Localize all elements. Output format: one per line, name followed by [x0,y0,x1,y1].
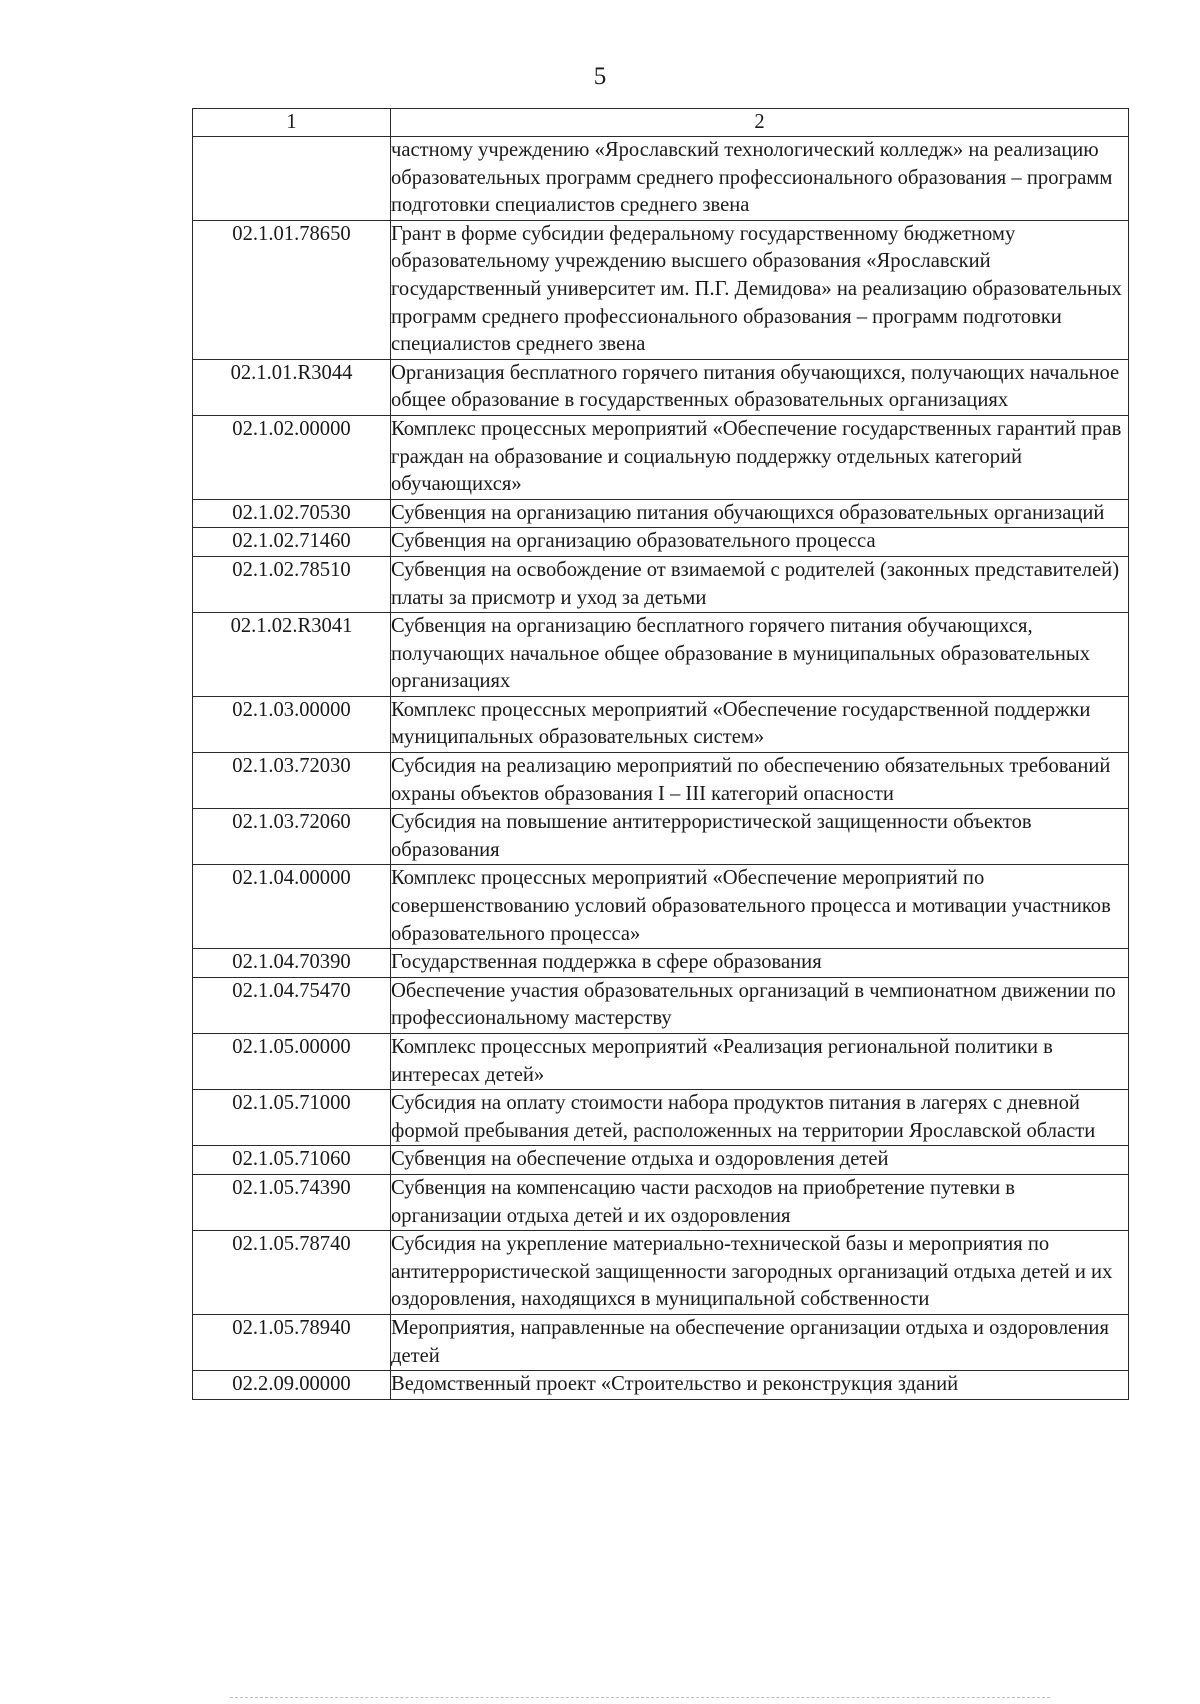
table-header-row [193,109,1129,137]
row-description: Комплекс процессных мероприятий «Обеспечение мероприятий по совершенствованию условий образовательного процесса и мотивации участников образовательного процесса» [391,865,1129,949]
row-description: Государственная поддержка в сфере образования [391,949,1129,978]
row-description: Обеспечение участия образовательных организаций в чемпионатном движении по профессиональному мастерству [391,977,1129,1033]
row-code: 02.1.05.74390 [193,1174,391,1230]
row-code: 02.1.02.71460 [193,528,391,557]
table-row [193,220,1129,359]
row-description: Ведомственный проект «Строительство и реконструкция зданий [391,1371,1129,1400]
row-code: 02.1.04.70390 [193,949,391,978]
table-row [193,137,1129,221]
table-row [193,753,1129,809]
row-description: Субсидия на укрепление материально-технической базы и мероприятия по антитеррористической защищенности загородных организаций отдыха детей и их оздоровления, находящихся в муниципальной собственности [391,1231,1129,1315]
row-code: 02.1.03.72060 [193,809,391,865]
table-row [193,1314,1129,1370]
row-code: 02.1.03.00000 [193,696,391,752]
row-description: Грант в форме субсидии федеральному государственному бюджетному образовательному учреждению высшего образования «Ярославский государственный университет им. П.Г. Демидова» на реализацию образовательных программ среднего профессионального образования – программ подготовки специалистов среднего звена [391,220,1129,359]
column-header-description: 2 [391,109,1129,137]
table-row [193,865,1129,949]
table-row [193,949,1129,978]
row-code: 02.2.09.00000 [193,1371,391,1400]
page-number: 5 [593,63,607,90]
budget-classification-table [192,108,1129,1400]
table-row [193,1174,1129,1230]
table-row [193,1146,1129,1175]
table-row [193,977,1129,1033]
row-code: 02.1.01.78650 [193,220,391,359]
scan-edge-marks [230,1697,1050,1700]
row-code: 02.1.04.00000 [193,865,391,949]
row-description: Субвенция на организацию питания обучающихся образовательных организаций [391,499,1129,528]
row-code: 02.1.05.71000 [193,1090,391,1146]
row-description: частному учреждению «Ярославский технологический колледж» на реализацию образовательных программ среднего профессионального образования – программ подготовки специалистов среднего звена [391,137,1129,221]
row-code: 02.1.02.00000 [193,415,391,499]
row-code: 02.1.04.75470 [193,977,391,1033]
table-row [193,556,1129,612]
column-header-code: 1 [193,109,391,137]
row-code: 02.1.05.71060 [193,1146,391,1175]
row-description: Субвенция на компенсацию части расходов на приобретение путевки в организации отдыха детей и их оздоровления [391,1174,1129,1230]
row-code [193,137,391,221]
row-code: 02.1.05.78740 [193,1231,391,1315]
row-description: Субвенция на организацию образовательного процесса [391,528,1129,557]
table-row [193,1034,1129,1090]
row-code: 02.1.03.72030 [193,753,391,809]
table-row [193,1371,1129,1400]
table-row [193,499,1129,528]
row-description: Мероприятия, направленные на обеспечение организации отдыха и оздоровления детей [391,1314,1129,1370]
table-row [193,809,1129,865]
table-row [193,613,1129,697]
table-row [193,1231,1129,1315]
row-description: Субсидия на оплату стоимости набора продуктов питания в лагерях с дневной формой пребывания детей, расположенных на территории Ярославской области [391,1090,1129,1146]
row-code: 02.1.05.00000 [193,1034,391,1090]
table-row [193,415,1129,499]
row-code: 02.1.05.78940 [193,1314,391,1370]
row-description: Комплекс процессных мероприятий «Реализация региональной политики в интересах детей» [391,1034,1129,1090]
row-description: Комплекс процессных мероприятий «Обеспечение государственных гарантий прав граждан на образование и социальную поддержку отдельных категорий обучающихся» [391,415,1129,499]
row-description: Субвенция на организацию бесплатного горячего питания обучающихся, получающих начальное общее образование в муниципальных образовательных организациях [391,613,1129,697]
row-code: 02.1.02.78510 [193,556,391,612]
row-code: 02.1.01.R3044 [193,359,391,415]
row-description: Субсидия на повышение антитеррористической защищенности объектов образования [391,809,1129,865]
row-description: Субвенция на освобождение от взимаемой с родителей (законных представителей) платы за присмотр и уход за детьми [391,556,1129,612]
row-code: 02.1.02.70530 [193,499,391,528]
row-description: Комплекс процессных мероприятий «Обеспечение государственной поддержки муниципальных образовательных систем» [391,696,1129,752]
table-row [193,1090,1129,1146]
row-description: Субвенция на обеспечение отдыха и оздоровления детей [391,1146,1129,1175]
row-description: Субсидия на реализацию мероприятий по обеспечению обязательных требований охраны объектов образования I – III категорий опасности [391,753,1129,809]
table-row [193,696,1129,752]
row-code: 02.1.02.R3041 [193,613,391,697]
table-row [193,359,1129,415]
table-row [193,528,1129,557]
row-description: Организация бесплатного горячего питания обучающихся, получающих начальное общее образование в государственных образовательных организациях [391,359,1129,415]
